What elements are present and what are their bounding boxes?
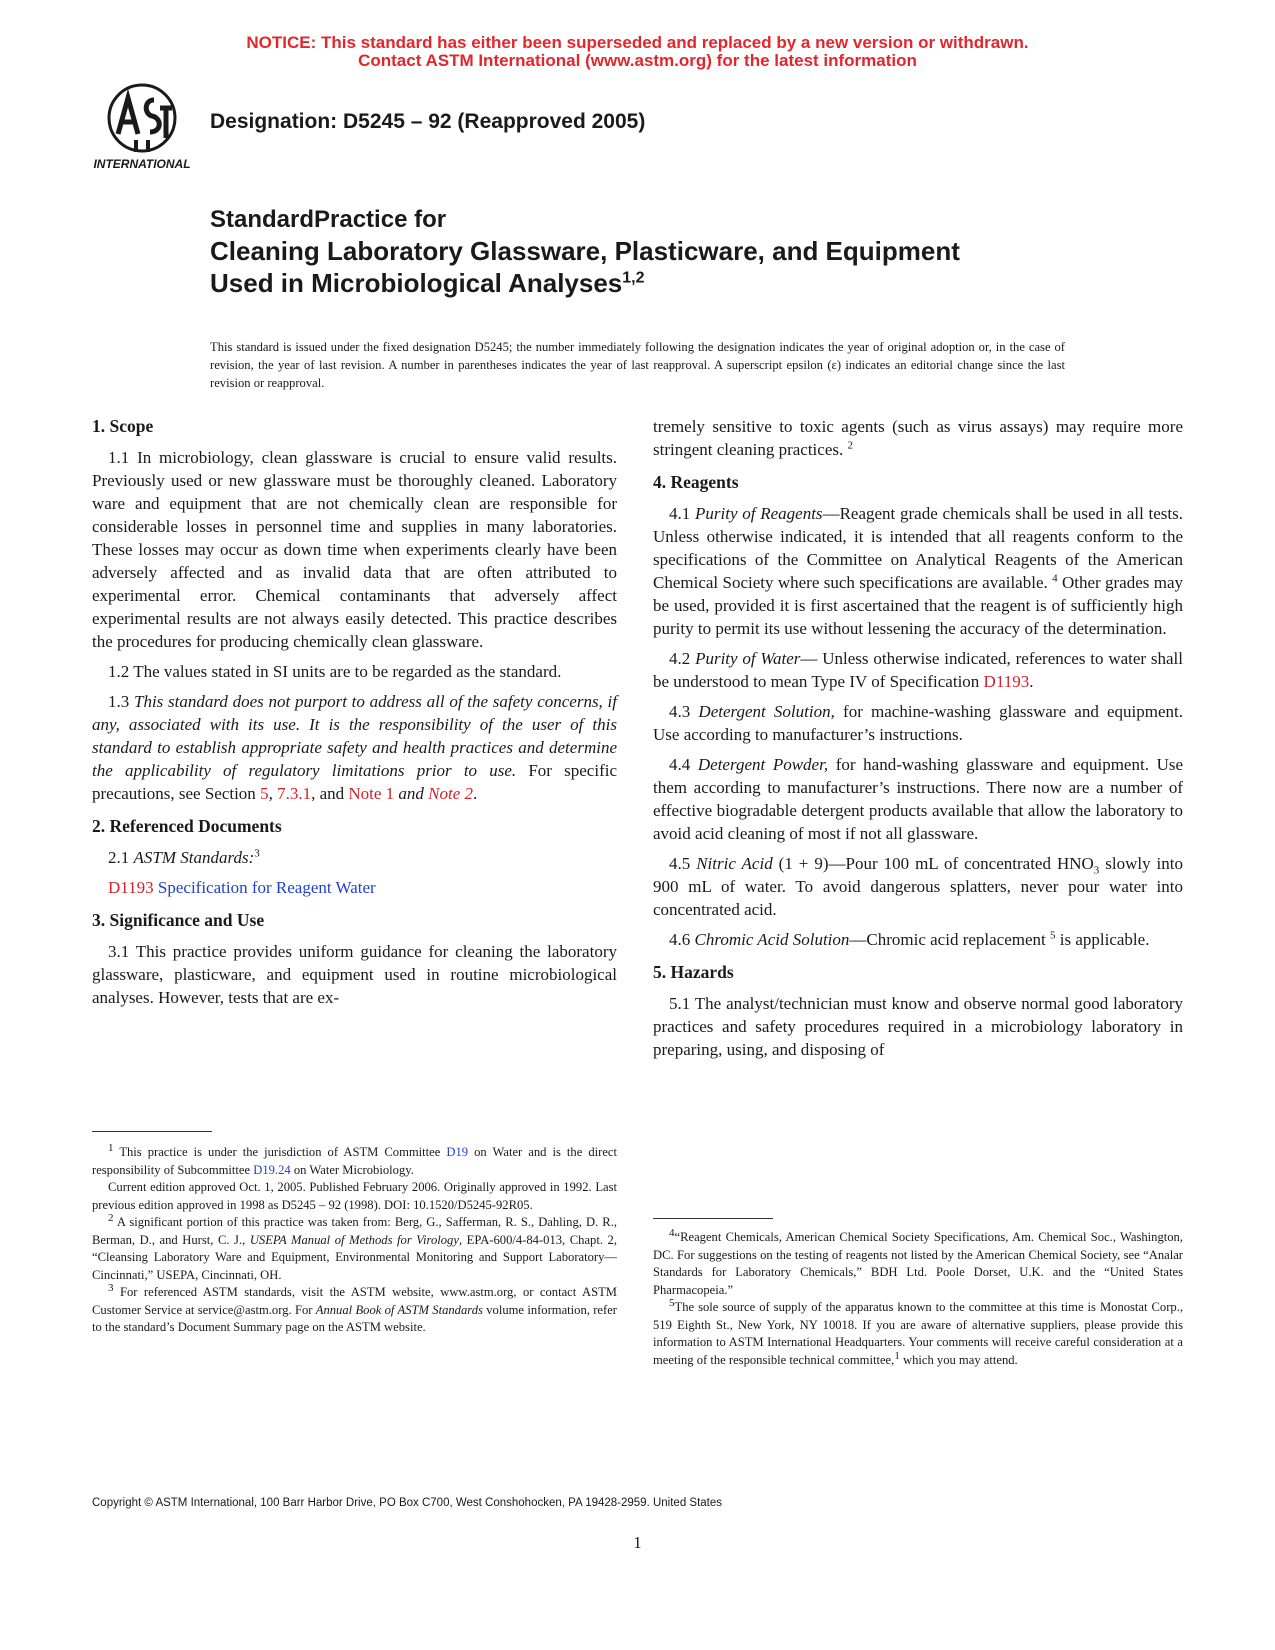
section-3-heading: 3. Significance and Use <box>92 910 265 930</box>
logo-text: INTERNATIONAL <box>93 157 191 171</box>
para-1-1: 1.1 In microbiology, clean glassware is crucial to ensure valid results. Previously used or new glassware must be thoroughly cleaned. Laboratory ware and equipment that are not chemically clean are responsible for considerable losses in personnel time and supplies in many laboratories. These losses may occur as down time when experiments clearly have been adversely affected and as invalid data that are often attributed to experimental error. Chemical contaminants that adversely affect experimental results are not always easily detected. This practice describes the procedures for producing chemically clean glassware. <box>92 448 617 651</box>
footnote-5-text-b: which you may attend. <box>902 1352 1018 1367</box>
footnote-1-marker: 1 <box>108 1141 114 1154</box>
para-4-3 <box>653 700 1183 746</box>
para-4-1-italic: Purity of Reagents <box>695 504 823 523</box>
link-d1193-title[interactable]: Specification for Reagent Water <box>157 878 376 897</box>
footnote-4 <box>653 1226 1183 1299</box>
para-4-4-text: for hand-washing glassware and equipment. Use them according to manufacturer’s instructions. There now are a number of effective biogradable detergent products available that allow the laboratory to avoid acid cleaning of most if not all glassware. <box>653 755 1184 843</box>
link-subcommittee-d1924[interactable]: D19.24 <box>253 1162 291 1177</box>
para-4-5 <box>653 852 1183 921</box>
para-1-3-and: , and <box>311 784 345 803</box>
para-4-2: 4.2 Purity of Water— Unless otherwise indicated, references to water shall be understood to mean Type IV of Specification D1193. <box>653 649 1183 691</box>
left-column <box>92 415 617 1016</box>
footnotes-left <box>92 1141 618 1337</box>
notice-line-1: NOTICE: This standard has either been superseded and replaced by a new version or withdrawn. <box>246 33 1029 52</box>
para-4-4 <box>653 753 1183 845</box>
para-4-5-num: 4.5 <box>669 854 691 873</box>
para-4-3-num: 4.3 <box>669 702 691 721</box>
footnote-2-text-a: A significant portion of this practice was taken from: Berg, G., Safferman, R. S., Dahling, D. R., Berman, D., and Hurst, C. J., <box>92 1215 617 1247</box>
para-2-1-num: 2.1 <box>108 848 130 867</box>
para-4-5-text2: slowly into 900 mL of water. To avoid dangerous splatters, never pour water into concentrated acid. <box>653 854 1184 919</box>
link-committee-d19[interactable]: D19 <box>446 1145 469 1159</box>
para-4-5-sub: 3 <box>1093 864 1100 877</box>
title-line-3 <box>210 267 1110 299</box>
footnote-3 <box>92 1281 618 1337</box>
notice-banner <box>0 34 1275 70</box>
footnote-4-text: “Reagent Chemicals, American Chemical Society Specifications, Am. Chemical Soc., Washington, DC. For suggestions on the testing of reagents not listed by the American Chemical Society, see “Analar Standards for Laboratory Chemicals,” BDH Ltd. Poole Dorset, U.K. and the “United States Pharmacopeia.” <box>653 1230 1183 1297</box>
notice-line-2: Contact ASTM International (www.astm.org) for the latest information <box>358 51 917 70</box>
footnote-5-text-a: The sole source of supply of the apparatus known to the committee at this time is Monostat Corp., 519 Eighth St., New York, NY 10018. If you are aware of alternative suppliers, please provide this information to ASTM International Headquarters. Your comments will receive careful consideration at a meeting of the responsible technical committee, <box>653 1300 1183 1367</box>
footnote-1-text-c: on Water Microbiology. <box>293 1162 414 1177</box>
para-4-1 <box>653 502 1183 640</box>
footnote-2-marker: 2 <box>108 1211 114 1224</box>
section-4-heading: 4. Reagents <box>653 472 739 492</box>
para-2-1-italic: ASTM Standards: <box>133 848 255 867</box>
para-4-4-italic: Detergent Powder, <box>697 755 829 774</box>
para-4-1-text2: Other grades may be used, provided it is first ascertained that the reagent is of sufficiently high purity to permit its use without lessening the accuracy of the determination. <box>653 573 1184 638</box>
footnote-3-text-b: volume information, refer to the standard’s Document Summary page on the ASTM website. <box>92 1302 617 1334</box>
footnotes-right <box>653 1226 1183 1369</box>
footnote-1 <box>92 1141 617 1179</box>
footnote-3-italic: Annual Book of ASTM Standards <box>315 1302 483 1317</box>
para-3-1-cont-text: tremely sensitive to toxic agents (such as virus assays) may require more stringent cleaning practices. <box>653 417 1183 459</box>
copyright-line: Copyright © ASTM International, 100 Barr Harbor Drive, PO Box C700, West Conshohocken, PA 19428-2959. United States <box>92 1497 723 1509</box>
para-1-3-italic: This standard does not purport to address all of the safety concerns, if any, associated with its use. It is the responsibility of the user of this standard to establish appropriate safety and health practices and determine the applicability of regulatory limitations prior to use. <box>92 692 617 780</box>
para-4-6-italic: Chromic Acid Solution <box>694 930 850 949</box>
para-3-1: 3.1 This practice provides uniform guidance for cleaning the laboratory glassware, plasticware, and equipment used in routine microbiological analyses. However, tests that are ex- <box>92 942 617 1007</box>
footnote-3-marker: 3 <box>108 1281 114 1294</box>
title-line-2: Cleaning Laboratory Glassware, Plasticware, and Equipment <box>210 236 960 266</box>
section-5-heading: 5. Hazards <box>653 962 734 982</box>
para-4-2-italic: Purity of Water <box>695 649 801 668</box>
section-2-heading: 2. Referenced Documents <box>92 816 282 836</box>
footnote-divider-right <box>653 1218 773 1219</box>
para-5-1: 5.1 The analyst/technician must know and observe normal good laboratory practices and safety procedures required in a microbiology laboratory in preparing, using, and disposing of <box>653 994 1183 1059</box>
para-1-3-num: 1.3 <box>108 692 130 711</box>
title-superscript: 1,2 <box>622 269 645 287</box>
para-4-1-sup: 4 <box>1052 572 1058 585</box>
para-4-1-num: 4.1 <box>669 504 691 523</box>
link-note-2[interactable]: Note 2 <box>428 784 474 803</box>
para-1-3-and2: and <box>398 784 424 803</box>
para-4-3-text: for machine-washing glassware and equipment. Use according to manufacturer’s instructions. <box>653 702 1184 744</box>
footnote-3-text-a: For referenced ASTM standards, visit the ASTM website, www.astm.org, or contact ASTM Customer Service at service@astm.org. For <box>92 1285 618 1317</box>
title-line-3-text: Used in Microbiological Analyses <box>210 268 623 298</box>
para-4-6-num: 4.6 <box>669 930 691 949</box>
footnote-4-marker: 4 <box>669 1226 675 1239</box>
link-d1193[interactable]: D1193 <box>108 878 154 897</box>
para-4-5-italic: Nitric Acid <box>696 854 773 873</box>
footnote-2-italic: USEPA Manual of Methods for Virology <box>249 1232 459 1247</box>
para-4-1-text: —Reagent grade chemicals shall be used in all tests. Unless otherwise indicated, it is intended that all reagents conform to the specifications of the Committee on Analytical Reagents of the American Chemical Society where such specifications are available. <box>653 504 1184 592</box>
para-4-6-sup: 5 <box>1050 929 1056 942</box>
para-4-2-text: — Unless otherwise indicated, references to water shall be understood to mean Type IV of Specification <box>653 649 1183 691</box>
link-section-5[interactable]: 5 <box>260 784 269 803</box>
para-4-6 <box>653 928 1183 951</box>
footnote-1-edition: Current edition approved Oct. 1, 2005. Published February 2006. Originally approved in 1992. Last previous edition approved in 1998 as D5245 – 92 (1998). DOI: 10.1520/D5245-92R05. <box>92 1180 617 1212</box>
para-3-1-sup: 2 <box>847 439 853 452</box>
para-1-3-rest: For specific precautions, see Section <box>92 761 617 803</box>
para-2-1 <box>92 846 617 869</box>
para-4-6-text: —Chromic acid replacement <box>849 930 1046 949</box>
reference-d1193 <box>92 876 617 899</box>
para-3-1-continued <box>653 415 1183 461</box>
footnote-1-text-b: on Water and is the direct responsibility of Subcommittee <box>92 1145 617 1177</box>
link-section-7-3-1[interactable]: 7.3.1 <box>277 784 312 803</box>
footnote-2 <box>92 1211 617 1284</box>
link-d1193-spec[interactable]: D1193 <box>983 672 1030 691</box>
para-1-2: 1.2 The values stated in SI units are to be regarded as the standard. <box>108 662 562 681</box>
para-4-5-text1: (1 + 9)—Pour 100 mL of concentrated HNO <box>778 854 1094 873</box>
para-4-4-num: 4.4 <box>669 755 691 774</box>
para-2-1-sup: 3 <box>254 847 260 860</box>
footnote-1-text-a: This practice is under the jurisdiction of ASTM Committee <box>119 1145 441 1159</box>
right-column <box>653 415 1183 1068</box>
document-title <box>210 205 1110 299</box>
para-4-2-num: 4.2 <box>669 649 691 668</box>
footnote-5-sup: 1 <box>894 1349 900 1362</box>
footnote-divider-left <box>92 1131 212 1132</box>
link-note-1[interactable]: Note 1 <box>348 784 395 803</box>
footnote-5-marker: 5 <box>669 1296 675 1309</box>
para-1-3: 1.3 This standard does not purport to address all of the safety concerns, if any, associated with its use. It is the responsibility of the user of this standard to establish appropriate safety and health practices and determine the applicability of regulatory limitations prior to use. For specific precautions, see Section 5, 7.3.1, and Note 1 and Note 2. <box>92 692 617 803</box>
para-4-3-italic: Detergent Solution, <box>698 702 835 721</box>
astm-logo-icon <box>92 82 192 172</box>
designation: Designation: D5245 – 92 (Reapproved 2005) <box>210 110 646 133</box>
para-4-6-text2: is applicable. <box>1059 930 1150 949</box>
section-1-heading: 1. Scope <box>92 416 154 436</box>
footnote-2-text-b: , EPA-600/4-84-013, Chapt. 2, “Cleansing Laboratory Ware and Equipment, Environmental Monitoring and Support Laboratory—Cincinnati,” USEPA, Cincinnati, OH. <box>92 1232 617 1282</box>
footnote-5 <box>653 1296 1183 1369</box>
page-number: 1 <box>633 1533 642 1552</box>
title-line-1: StandardPractice for <box>210 206 447 233</box>
issued-statement: This standard is issued under the fixed designation D5245; the number immediately following the designation indicates the year of original adoption or, in the case of revision, the year of last revision. A number in parentheses indicates the year of last reapproval. A superscript epsilon (ε) indicates an editorial change since the last revision or reapproval. <box>210 340 1065 390</box>
